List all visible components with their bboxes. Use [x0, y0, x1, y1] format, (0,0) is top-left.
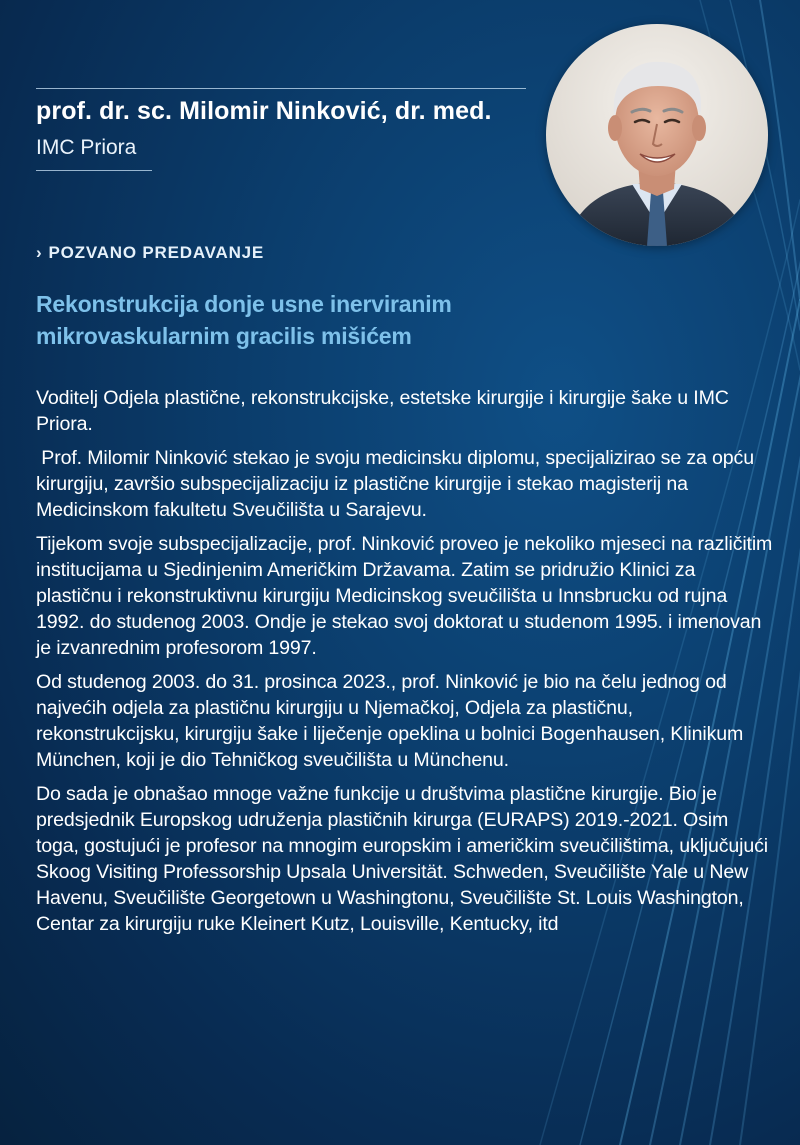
speaker-name: prof. dr. sc. Milomir Ninković, dr. med. [36, 97, 492, 125]
speaker-institution: IMC Priora [36, 136, 137, 159]
top-divider [36, 88, 526, 89]
portrait-illustration [546, 24, 768, 246]
bio-paragraph: Prof. Milomir Ninković stekao je svoju medicinsku diplomu, specijalizirao se za opću kirurgiju, završio subspecijalizaciju iz plastične kirurgije i stekao magisterij na Medicinskom fakultetu Sveučilišta u Sarajevu. [36, 447, 754, 521]
section-label-text: POZVANO PREDAVANJE [48, 243, 265, 262]
speaker-portrait [546, 24, 768, 246]
chevron-right-icon: › [36, 243, 43, 262]
bio-paragraph: Od studenog 2003. do 31. prosinca 2023., prof. Ninković je bio na čelu jednog od najvećih odjela za plastičnu kirurgiju u Njemačkoj, Odjela za plastičnu, rekonstrukcijsku, kirurgiju šake i liječenje opeklina u bolnici Bogenhausen, Klinikum München, koji je dio Tehničkog sveučilišta u Münchenu. [36, 671, 744, 771]
talk-title [36, 288, 596, 352]
bio-paragraph: Do sada je obnašao mnoge važne funkcije u društvima plastične kirurgije. Bio je predsjednik Europskog udruženja plastičnih kirurga (EURAPS) 2019.-2021. Osim toga, gostujući je profesor na mnogim europskim i američkim sveučilištima, uključujući Skoog Visiting Professorship Upsala Universität. Schweden, Sveučilište Yale u New Havenu, Sveučilište Georgetown u Washingtonu, Sveučilište St. Louis Washington, Centar za kirurgiju ruke Kleinert Kutz, Louisville, Kentucky, itd [36, 783, 768, 935]
talk-title-line: Rekonstrukcija donje usne inerviranim [36, 291, 452, 317]
speaker-biography [36, 385, 776, 945]
bio-paragraph: Voditelj Odjela plastične, rekonstrukcijske, estetske kirurgije i kirurgije šake u IMC Priora. [36, 387, 729, 435]
talk-title-line: mikrovaskularnim gracilis mišićem [36, 323, 412, 349]
bio-paragraph: Tijekom svoje subspecijalizacije, prof. Ninković proveo je nekoliko mjeseci na različitim institucijama u Sjedinjenim Američkim Državama. Zatim se pridružio Klinici za plastičnu i rekonstruktivnu kirurgiju Medicinskog sveučilišta u Innsbrucku od rujna 1992. do studenog 2003. Ondje je stekao svoj doktorat u studenom 1995. i imenovan je izvanrednim profesorom 1997. [36, 533, 773, 659]
short-divider [36, 170, 152, 171]
section-label [36, 241, 264, 265]
